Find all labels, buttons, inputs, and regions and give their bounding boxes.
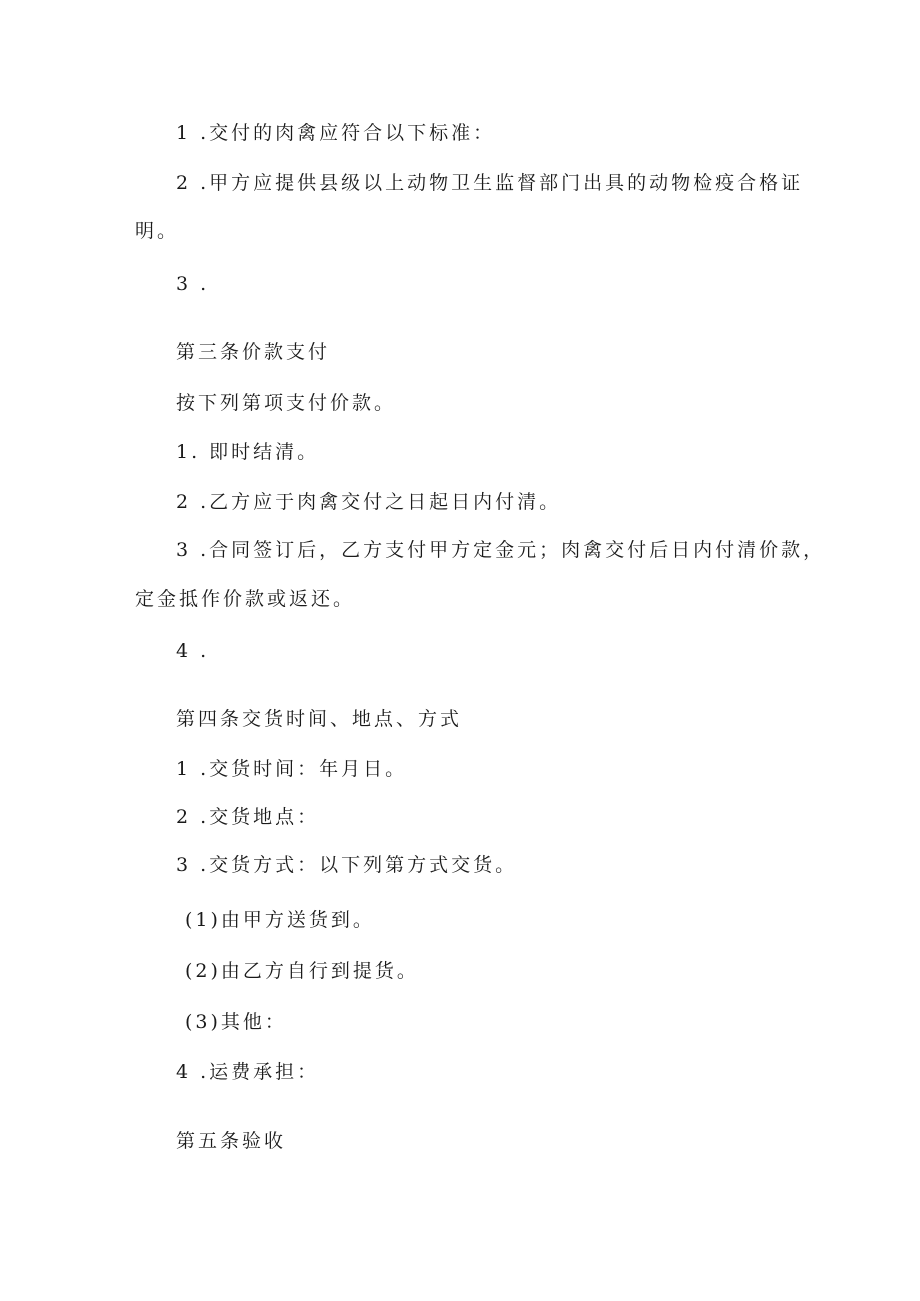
delivery-option-1: (1)由甲方送货到。 xyxy=(185,909,375,931)
clause-2-item-1: 1 .交付的肉禽应符合以下标准： xyxy=(176,122,496,144)
clause-2-item-3: 3 . xyxy=(176,273,210,295)
clause-2-item-2-line-2: 明。 xyxy=(135,220,180,242)
delivery-item-1: 1 .交货时间：年月日。 xyxy=(176,758,408,780)
payment-intro: 按下列第项支付价款。 xyxy=(176,392,397,414)
payment-item-4: 4 . xyxy=(176,640,210,662)
delivery-item-2: 2 .交货地点： xyxy=(176,806,320,828)
payment-item-3-line-2: 定金抵作价款或返还。 xyxy=(135,588,356,610)
payment-item-3-line-1: 3 .合同签订后，乙方支付甲方定金元；肉禽交付后日内付清价款， xyxy=(176,539,826,561)
payment-item-2: 2 .乙方应于肉禽交付之日起日内付清。 xyxy=(176,491,562,513)
delivery-item-4: 4 .运费承担： xyxy=(176,1061,320,1083)
clause-4-heading: 第四条交货时间、地点、方式 xyxy=(176,708,463,730)
delivery-option-3: (3)其他： xyxy=(185,1011,287,1033)
delivery-item-3: 3 .交货方式：以下列第方式交货。 xyxy=(176,854,518,876)
clause-2-item-2-line-1: 2 .甲方应提供县级以上动物卫生监督部门出具的动物检疫合格证 xyxy=(176,172,804,194)
clause-3-heading: 第三条价款支付 xyxy=(176,341,331,363)
delivery-option-2: (2)由乙方自行到提货。 xyxy=(185,960,419,982)
payment-item-1: 1. 即时结清。 xyxy=(176,441,320,463)
clause-5-heading: 第五条验收 xyxy=(176,1130,287,1152)
